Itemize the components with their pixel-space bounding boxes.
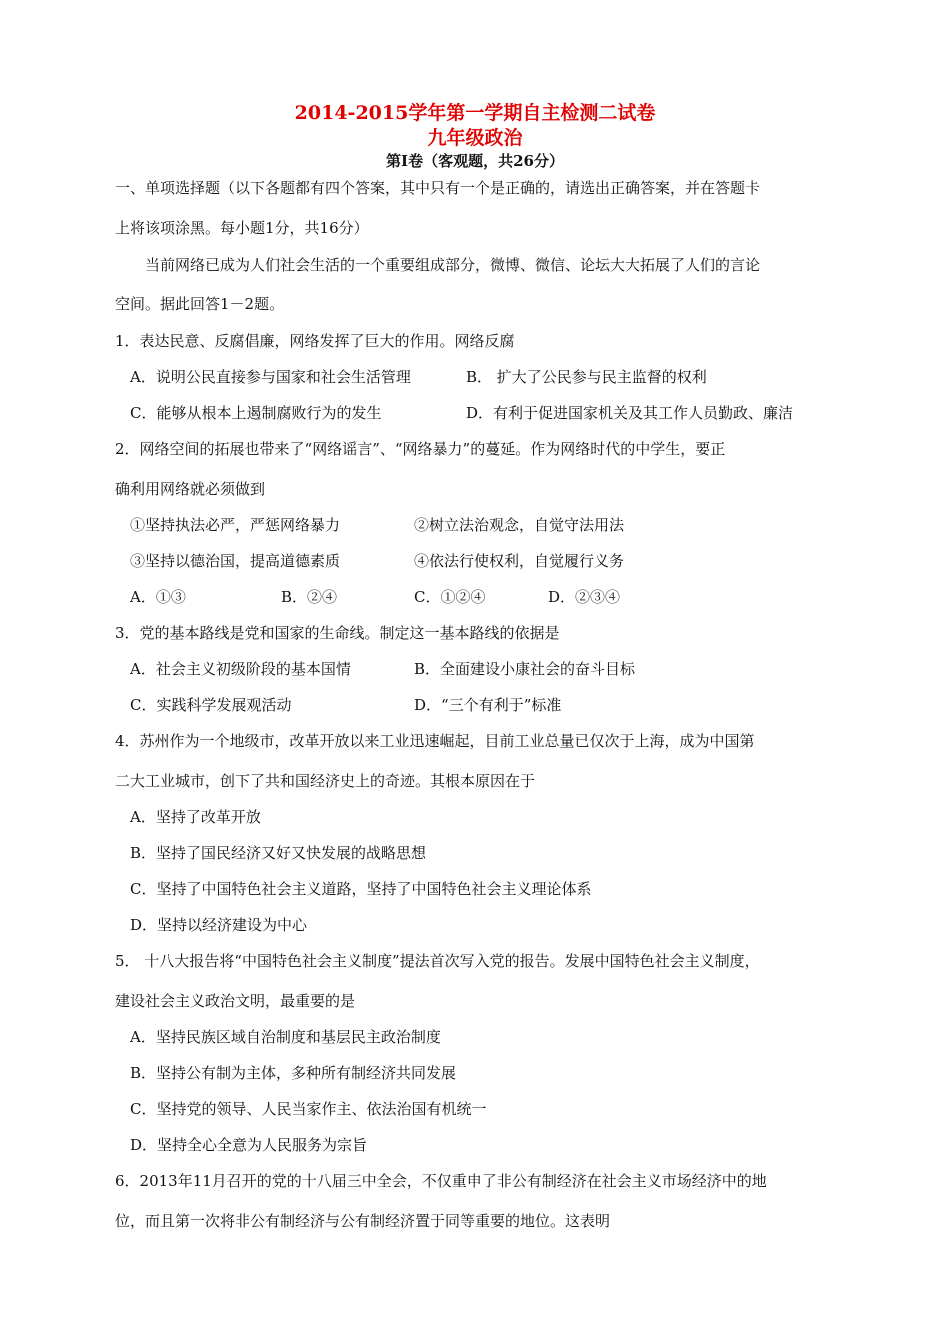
question-5-stem-line-1: 5． 十八大报告将“中国特色社会主义制度”提法首次写入党的报告。发展中国特色社会主义制度， [115, 952, 760, 970]
question-1-stem: 1．表达民意、反腐倡廉，网络发挥了巨大的作用。网络反腐 [115, 332, 515, 350]
exam-title: 2014-2015学年第一学期自主检测二试卷 [294, 102, 656, 124]
question-1-option-a: A．说明公民直接参与国家和社会生活管理 [130, 368, 411, 386]
question-5-stem-line-2: 建设社会主义政治文明，最重要的是 [115, 992, 356, 1010]
material-line-2: 空间。据此回答1－2题。 [115, 295, 285, 313]
question-3-option-a: A．社会主义初级阶段的基本国情 [130, 660, 351, 678]
question-4-stem-line-2: 二大工业城市，创下了共和国经济史上的奇迹。其根本原因在于 [115, 772, 536, 790]
question-1-option-b: B． 扩大了公民参与民主监督的权利 [466, 368, 707, 386]
question-2-stem-line-1: 2．网络空间的拓展也带来了“网络谣言”、“网络暴力”的蔓延。作为网络时代的中学生，要正 [115, 440, 726, 458]
instructions-line-2: 上将该项涂黑。每小题1分，共16分） [115, 219, 369, 237]
question-2-statement-4: ④依法行使权利，自觉履行义务 [414, 552, 625, 570]
question-2-option-b: B．②④ [281, 588, 338, 606]
question-2-option-d: D．②③④ [548, 588, 621, 606]
question-5-option-b: B．坚持公有制为主体，多种所有制经济共同发展 [130, 1064, 457, 1082]
question-2-stem-line-2: 确利用网络就必须做到 [115, 480, 266, 498]
question-4-option-a: A．坚持了改革开放 [130, 808, 261, 826]
question-4-option-b: B．坚持了国民经济又好又快发展的战略思想 [130, 844, 427, 862]
question-6-stem-line-1: 6．2013年11月召开的党的十八届三中全会，不仅重申了非公有制经济在社会主义市场经济中的地 [115, 1172, 767, 1190]
question-3-option-d: D．“三个有利于”标准 [414, 696, 562, 714]
question-3-option-b: B．全面建设小康社会的奋斗目标 [414, 660, 636, 678]
question-4-option-c: C．坚持了中国特色社会主义道路，坚持了中国特色社会主义理论体系 [130, 880, 592, 898]
exam-subject: 九年级政治 [427, 127, 523, 149]
material-line-1: 当前网络已成为人们社会生活的一个重要组成部分，微博、微信、论坛大大拓展了人们的言论 [145, 256, 761, 274]
question-2-option-a: A．①③ [130, 588, 186, 606]
question-1-option-c: C．能够从根本上遏制腐败行为的发生 [130, 404, 382, 422]
question-6-stem-line-2: 位，而且第一次将非公有制经济与公有制经济置于同等重要的地位。这表明 [115, 1212, 611, 1230]
question-3-stem: 3．党的基本路线是党和国家的生命线。制定这一基本路线的依据是 [115, 624, 560, 642]
question-2-option-c: C．①②④ [414, 588, 486, 606]
question-2-statement-3: ③坚持以德治国，提高道德素质 [130, 552, 341, 570]
question-5-option-d: D．坚持全心全意为人民服务为宗旨 [130, 1136, 368, 1154]
question-1-option-d: D．有利于促进国家机关及其工作人员勤政、廉洁 [466, 404, 794, 422]
question-2-statement-1: ①坚持执法必严，严惩网络暴力 [130, 516, 341, 534]
question-3-option-c: C．实践科学发展观活动 [130, 696, 292, 714]
instructions-line-1: 一、单项选择题（以下各题都有四个答案，其中只有一个是正确的，请选出正确答案，并在答题卡 [115, 179, 761, 197]
section-heading: 第Ⅰ卷（客观题，共26分） [386, 152, 564, 170]
question-4-stem-line-1: 4．苏州作为一个地级市，改革开放以来工业迅速崛起，目前工业总量已仅次于上海，成为中国第 [115, 732, 755, 750]
question-5-option-c: C．坚持党的领导、人民当家作主、依法治国有机统一 [130, 1100, 487, 1118]
question-4-option-d: D．坚持以经济建设为中心 [130, 916, 308, 934]
question-5-option-a: A．坚持民族区域自治制度和基层民主政治制度 [130, 1028, 441, 1046]
question-2-statement-2: ②树立法治观念，自觉守法用法 [414, 516, 625, 534]
